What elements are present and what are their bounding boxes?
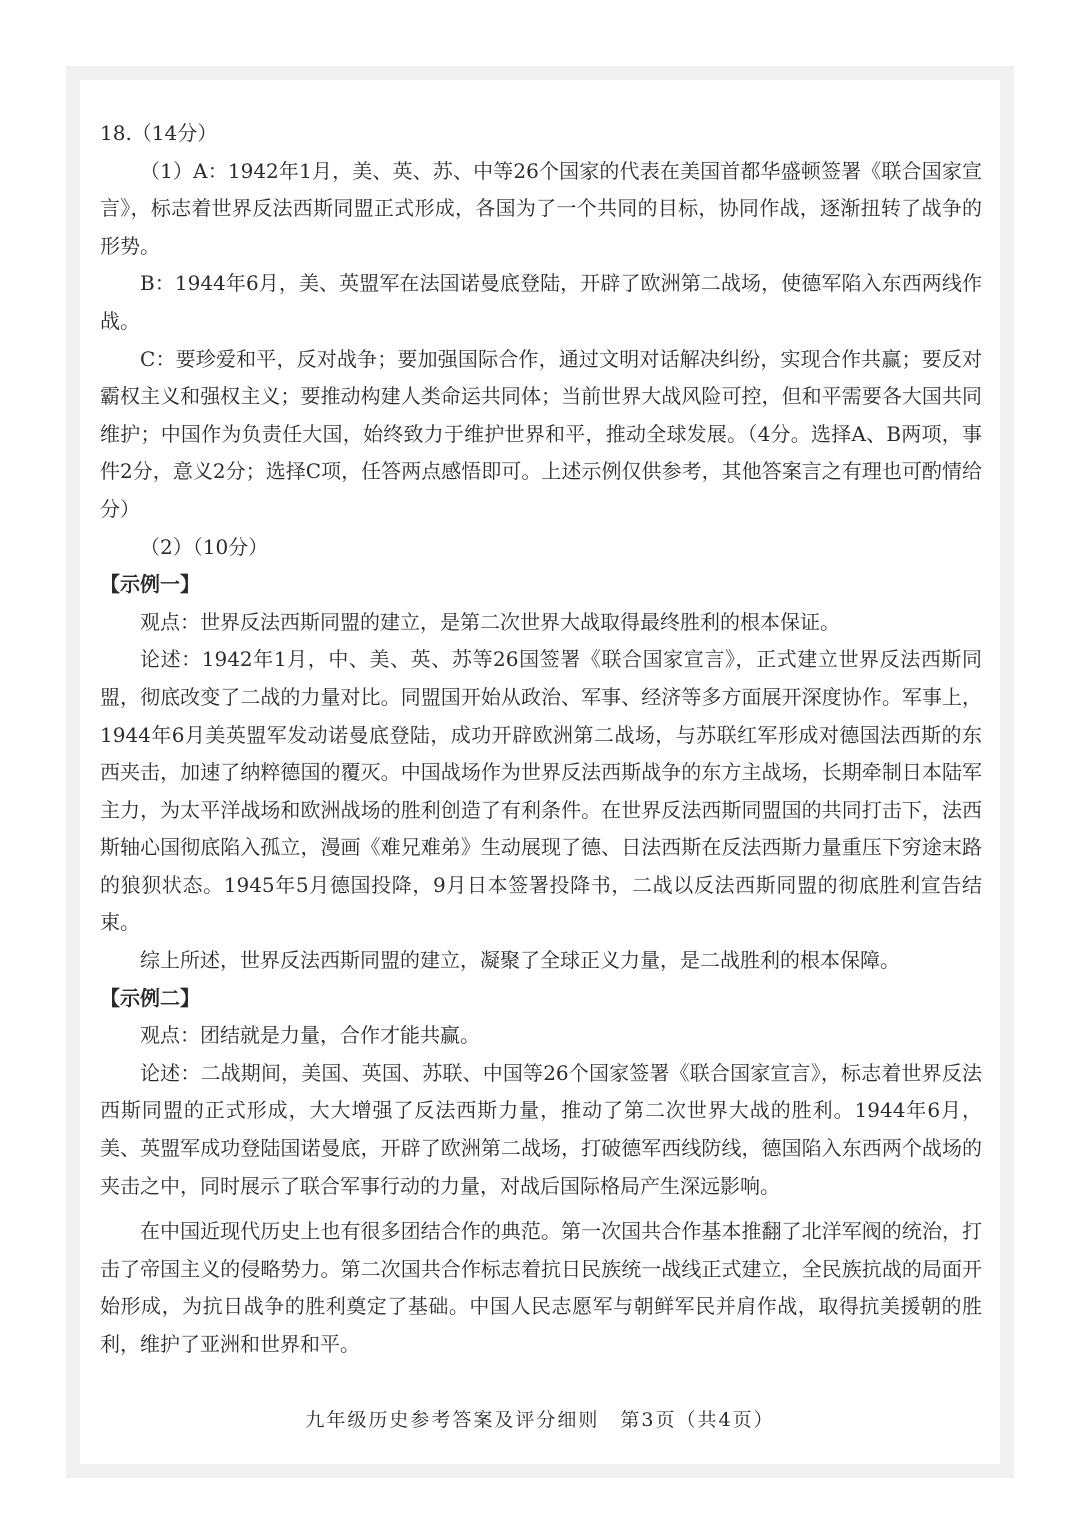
part1-option-a: （1）A：1942年1月，美、英、苏、中等26个国家的代表在美国首都华盛顿签署《联合国家宣言》，标志着世界反法西斯同盟正式形成，各国为了一个共同的目标，协同作战，逐渐扭转了战争的形势。: [100, 158, 982, 258]
example1-argument: 论述：1942年1月，中、美、英、苏等26国签署《联合国家宣言》，正式建立世界反法西斯同盟，彻底改变了二战的力量对比。同盟国开始从政治、军事、经济等多方面展开深度协作。军事上，1944年6月美英盟军发动诺曼底登陆，成功开辟欧洲第二战场，与苏联红军形成对德国法西斯的东西夹击，加速了纳粹德国的覆灭。中国战场作为世界反法西斯战争的东方主战场，长期牵制日本陆军主力，为太平洋战场和欧洲战场的胜利创造了有利条件。在世界反法西斯同盟国的共同打击下，法西斯轴心国彻底陷入孤立，漫画《难兄难弟》生动展现了德、日法西斯在反法西斯力量重压下穷途末路的狼狈状态。1945年5月德国投降，9月日本签署投降书，二战以反法西斯同盟的彻底胜利宣告结束。: [100, 647, 982, 935]
part1-option-b: B：1944年6月，美、英盟军在法国诺曼底登陆，开辟了欧洲第二战场，使德军陷入东西两线作战。: [100, 271, 982, 333]
example2-viewpoint: 观点：团结就是力量，合作才能共赢。: [140, 1023, 480, 1048]
example2-extra: 在中国近现代历史上也有很多团结合作的典范。第一次国共合作基本推翻了北洋军阀的统治，打击了帝国主义的侵略势力。第二次国共合作标志着抗日民族统一战线正式建立，全民族抗战的局面开始形成，为抗日战争的胜利奠定了基础。中国人民志愿军与朝鲜军民并肩作战，取得抗美援朝的胜利，维护了亚洲和世界和平。: [100, 1219, 982, 1356]
example2-title: 【示例二】: [100, 985, 200, 1010]
example1-conclusion: 综上所述，世界反法西斯同盟的建立，凝聚了全球正义力量，是二战胜利的根本保障。: [140, 948, 900, 973]
example1-title: 【示例一】: [100, 572, 200, 597]
answer-content: [100, 115, 982, 1364]
question-number: 18.（14分）: [100, 121, 218, 145]
part2-label: （2）（10分）: [140, 534, 269, 559]
example1-viewpoint: 观点：世界反法西斯同盟的建立，是第二次世界大战取得最终胜利的根本保证。: [140, 609, 840, 634]
document-page: [80, 80, 1000, 1464]
example2-argument: 论述：二战期间，美国、英国、苏联、中国等26个国家签署《联合国家宣言》，标志着世界反法西斯同盟的正式形成，大大增强了反法西斯力量，推动了第二次世界大战的胜利。1944年6月，美、英盟军成功登陆国诺曼底，开辟了欧洲第二战场，打破德军西线防线，德国陷入东西两个战场的夹击之中，同时展示了联合军事行动的力量，对战后国际格局产生深远影响。: [100, 1060, 982, 1198]
page-footer: 九年级历史参考答案及评分细则 第3页（共4页）: [305, 1409, 775, 1431]
part1-option-c: C：要珍爱和平，反对战争；要加强国际合作，通过文明对话解决纠纷，实现合作共赢；要反对霸权主义和强权主义；要推动构建人类命运共同体；当前世界大战风险可控，但和平需要各大国共同维护；中国作为负责任大国，始终致力于维护世界和平，推动全球发展。（4分。选择A、B两项，事件2分，意义2分；选择C项，任答两点感悟即可。上述示例仅供参考，其他答案言之有理也可酌情给分）: [100, 346, 982, 521]
